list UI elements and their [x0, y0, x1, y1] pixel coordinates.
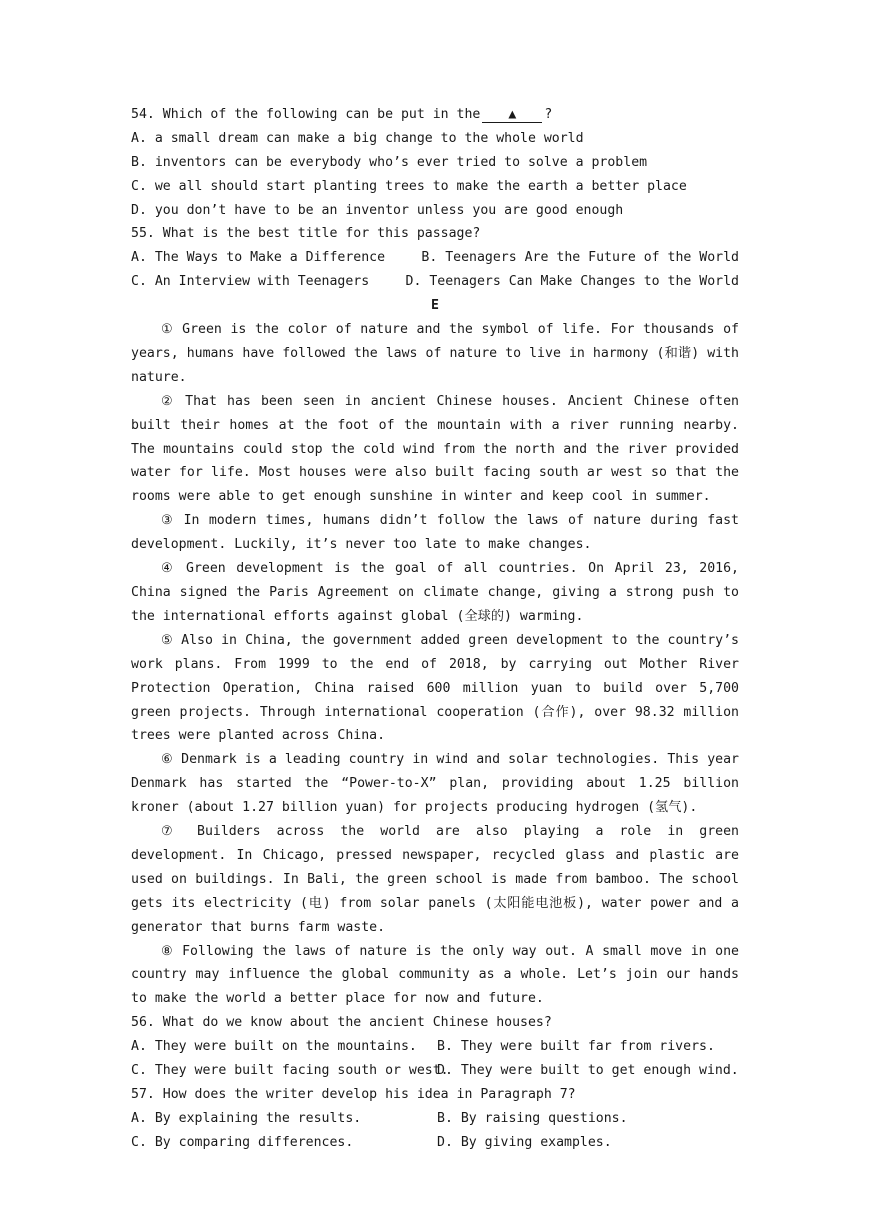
question-56-options-row-2 [131, 1059, 739, 1083]
question-55-option-c: C. An Interview with Teenagers [131, 274, 370, 290]
question-mark: ? [544, 107, 553, 122]
section-e-heading: E [431, 298, 439, 314]
question-54-option-c: C. we all should start planting trees to make the earth a better place [131, 178, 687, 194]
passage-paragraph-4: ④ Green development is the goal of all countries. On April 23, 2016, China signed the Paris Agreement on climate change, giving a strong push to the international efforts against global (全球的) warming. [131, 561, 739, 624]
question-57-option-d: D. By giving examples. [437, 1134, 612, 1150]
passage-paragraph-5: ⑤ Also in China, the government added green development to the country’s work plans. From 1999 to the end of 2018, by carrying out Mother River Protection Operation, China raised 600 million yuan to build over 5,700 green projects. Through international cooperation (合作), over 98.32 million trees were planted across China. [131, 632, 739, 744]
answer-blank [482, 108, 542, 123]
question-55-option-b: B. Teenagers Are the Future of the World [421, 250, 739, 266]
question-55-option-d: D. Teenagers Can Make Changes to the World [405, 274, 739, 290]
question-55-stem: 55. What is the best title for this passage? [131, 226, 481, 242]
question-57-option-c: C. By comparing differences. [131, 1134, 354, 1150]
passage-paragraph-1: ① Green is the color of nature and the symbol of life. For thousands of years, humans have followed the laws of nature to live in harmony (和谐) with nature. [131, 322, 739, 385]
question-55-options-row-2 [131, 270, 739, 294]
question-57-stem: 57. How does the writer develop his idea in Paragraph 7? [131, 1086, 576, 1102]
question-55-option-a: A. The Ways to Make a Difference [131, 250, 386, 266]
question-57-option-a: A. By explaining the results. [131, 1110, 362, 1126]
question-54-option-d: D. you don’t have to be an inventor unless you are good enough [131, 202, 624, 218]
question-56-option-a: A. They were built on the mountains. [131, 1039, 417, 1055]
question-55-options-row-1 [131, 246, 739, 270]
question-56-option-d: D. They were built to get enough wind. [437, 1063, 739, 1079]
question-57-options-row-1 [131, 1107, 739, 1131]
question-54-text: 54. Which of the following can be put in the [131, 107, 481, 122]
passage-paragraph-2: ② That has been seen in ancient Chinese houses. Ancient Chinese often built their homes at the foot of the mountain with a river running nearby. The mountains could stop the cold wind from the north and the river provided water for life. Most houses were also built facing south ar west so that the rooms were able to get enough sunshine in winter and keep cool in summer. [131, 393, 739, 505]
question-54-option-b: B. inventors can be everybody who’s ever tried to solve a problem [131, 154, 648, 170]
question-56-option-c: C. They were built facing south or west. [131, 1063, 449, 1079]
question-54-stem [131, 103, 739, 127]
question-56-option-b: B. They were built far from rivers. [437, 1039, 715, 1055]
exam-page [131, 103, 739, 1155]
question-56-stem: 56. What do we know about the ancient Chinese houses? [131, 1015, 552, 1031]
passage-paragraph-7: ⑦ Builders across the world are also playing a role in green development. In Chicago, pressed newspaper, recycled glass and plastic are used on buildings. In Bali, the green school is made from bamboo. The school gets its electricity (电) from solar panels (太阳能电池板), water power and a generator that burns farm waste. [131, 824, 739, 935]
question-57-options-row-2 [131, 1131, 739, 1155]
triangle-marker: ▲ [508, 107, 517, 122]
question-56-options-row-1 [131, 1035, 739, 1059]
passage-paragraph-8: ⑧ Following the laws of nature is the only way out. A small move in one country may influence the global community as a whole. Let’s join our hands to make the world a better place for now and future. [131, 943, 739, 1007]
passage-paragraph-6: ⑥ Denmark is a leading country in wind and solar technologies. This year Denmark has started the “Power-to-X” plan, providing about 1.25 billion kroner (about 1.27 billion yuan) for projects producing hydrogen (氢气). [131, 752, 739, 816]
question-54-option-a: A. a small dream can make a big change to the whole world [131, 130, 584, 146]
passage-paragraph-3: ③ In modern times, humans didn’t follow the laws of nature during fast development. Luckily, it’s never too late to make changes. [131, 513, 739, 553]
question-57-option-b: B. By raising questions. [437, 1110, 628, 1126]
